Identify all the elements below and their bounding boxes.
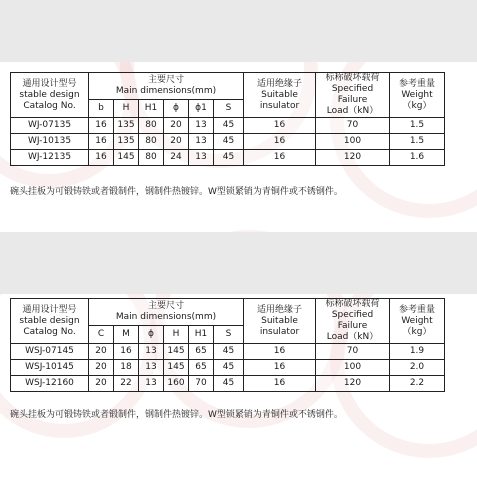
col-header-weight xyxy=(390,73,445,118)
dim-cell: 16 xyxy=(114,344,139,360)
load-header-zh: 标称破坏载荷 xyxy=(325,299,380,309)
dim-cell: 20 xyxy=(164,134,189,150)
insulator-cell: 16 xyxy=(244,344,316,360)
spec-table-wj xyxy=(10,72,445,166)
model-header-en2: Catalog No. xyxy=(23,326,76,337)
dim-col-label: H1 xyxy=(139,99,164,117)
dim-cell: 65 xyxy=(189,360,214,376)
weight-header-en1: Weight xyxy=(401,315,433,326)
header-band-top xyxy=(0,0,477,62)
model-header-zh: 通用设计型号 xyxy=(22,78,77,89)
dim-cell: 20 xyxy=(89,360,114,376)
insulator-header-zh: 适用绝缘子 xyxy=(256,304,302,315)
dim-cell: 16 xyxy=(89,150,114,166)
load-header-en1: Specified Failure xyxy=(331,84,374,105)
insulator-cell: 16 xyxy=(244,134,316,150)
dim-cell: 45 xyxy=(214,360,244,376)
model-header-zh: 通用设计型号 xyxy=(22,304,77,315)
insulator-cell: 16 xyxy=(244,360,316,376)
dim-cell: 13 xyxy=(139,360,164,376)
insulator-cell: 16 xyxy=(244,376,316,392)
model-cell: WJ-07135 xyxy=(11,118,89,134)
col-header-model xyxy=(11,73,89,118)
dim-col-label: ϕ xyxy=(139,325,164,343)
dim-cell: 13 xyxy=(189,150,214,166)
weight-header-en2: （kg） xyxy=(402,326,432,337)
model-cell: WJ-10135 xyxy=(11,134,89,150)
dim-col-label: H1 xyxy=(189,325,214,343)
dim-cell: 20 xyxy=(164,118,189,134)
dim-col-label: ϕ xyxy=(164,99,189,117)
dim-col-label: b xyxy=(89,99,114,117)
dims-header-en: Main dimensions(mm) xyxy=(115,85,217,96)
dim-cell: 70 xyxy=(189,376,214,392)
model-cell: WSJ-07145 xyxy=(11,344,89,360)
dims-header-zh: 主要尺寸 xyxy=(147,74,184,85)
weight-cell: 2.2 xyxy=(390,376,445,392)
table-row xyxy=(11,118,445,134)
dim-cell: 80 xyxy=(139,150,164,166)
weight-cell: 1.9 xyxy=(390,344,445,360)
weight-cell: 1.5 xyxy=(390,134,445,150)
dim-cell: 22 xyxy=(114,376,139,392)
insulator-header-en2: insulator xyxy=(259,100,300,111)
model-header-en1: stable design xyxy=(19,315,80,326)
table-row xyxy=(11,376,445,392)
dim-cell: 145 xyxy=(114,150,139,166)
model-header-en1: stable design xyxy=(19,89,80,100)
col-header-weight xyxy=(390,299,445,344)
dim-col-label: M xyxy=(114,325,139,343)
dim-col-label: C xyxy=(89,325,114,343)
model-header-en2: Catalog No. xyxy=(23,100,76,111)
load-cell: 120 xyxy=(316,150,390,166)
dim-cell: 24 xyxy=(164,150,189,166)
col-header-load xyxy=(316,73,390,118)
spec-section-wsj xyxy=(10,298,445,392)
table-row xyxy=(11,134,445,150)
weight-cell: 1.6 xyxy=(390,150,445,166)
dim-col-label: H xyxy=(114,99,139,117)
insulator-cell: 16 xyxy=(244,118,316,134)
weight-cell: 1.5 xyxy=(390,118,445,134)
dims-header-en: Main dimensions(mm) xyxy=(115,311,217,322)
weight-header-zh: 参考重量 xyxy=(398,304,435,315)
dim-cell: 13 xyxy=(189,134,214,150)
load-cell: 100 xyxy=(316,134,390,150)
dim-cell: 13 xyxy=(189,118,214,134)
insulator-header-zh: 适用绝缘子 xyxy=(256,78,302,89)
load-cell: 70 xyxy=(316,118,390,134)
dim-cell: 45 xyxy=(214,376,244,392)
dim-cell: 45 xyxy=(214,344,244,360)
col-header-dimensions xyxy=(89,73,244,100)
col-header-load xyxy=(316,299,390,344)
insulator-header-en2: insulator xyxy=(259,326,300,337)
col-header-model xyxy=(11,299,89,344)
weight-header-zh: 参考重量 xyxy=(398,78,435,89)
dim-cell: 145 xyxy=(164,344,189,360)
dim-cell: 135 xyxy=(114,134,139,150)
model-cell: WSJ-10145 xyxy=(11,360,89,376)
table-row xyxy=(11,150,445,166)
material-note-wsj: 碗头挂板为可锻铸铁或者锻制件，钢制件热镀锌。W型锁紧销为青铜件或不锈钢件。 xyxy=(10,410,343,420)
header-band-bottom xyxy=(0,232,477,294)
dim-cell: 45 xyxy=(214,150,244,166)
dim-col-label: ϕ1 xyxy=(189,99,214,117)
load-cell: 70 xyxy=(316,344,390,360)
weight-cell: 2.0 xyxy=(390,360,445,376)
dim-cell: 145 xyxy=(164,360,189,376)
insulator-header-en1: Suitable xyxy=(261,89,298,100)
load-header-en2: Load（kN） xyxy=(326,106,379,116)
dim-cell: 45 xyxy=(214,118,244,134)
col-header-dimensions xyxy=(89,299,244,326)
weight-header-en1: Weight xyxy=(401,89,433,100)
insulator-cell: 16 xyxy=(244,150,316,166)
load-header-zh: 标称破坏载荷 xyxy=(325,73,380,83)
col-header-insulator xyxy=(244,299,316,344)
weight-header-en2: （kg） xyxy=(402,100,432,111)
dim-cell: 13 xyxy=(139,344,164,360)
model-cell: WSJ-12160 xyxy=(11,376,89,392)
load-cell: 100 xyxy=(316,360,390,376)
load-header-en2: Load（kN） xyxy=(326,332,379,342)
insulator-header-en1: Suitable xyxy=(261,315,298,326)
spec-section-wj xyxy=(10,72,445,166)
model-cell: WJ-12135 xyxy=(11,150,89,166)
dim-cell: 18 xyxy=(114,360,139,376)
spec-table-wsj xyxy=(10,298,445,392)
load-header-en1: Specified Failure xyxy=(331,310,374,331)
material-note-wj: 碗头挂板为可锻铸铁或者锻制件，钢制件热镀锌。W型锁紧销为青铜件或不锈钢件。 xyxy=(10,187,343,197)
dim-cell: 20 xyxy=(89,376,114,392)
dim-cell: 16 xyxy=(89,134,114,150)
dim-cell: 20 xyxy=(89,344,114,360)
table-row xyxy=(11,360,445,376)
dim-col-label: S xyxy=(214,325,244,343)
dim-cell: 13 xyxy=(139,376,164,392)
dim-cell: 160 xyxy=(164,376,189,392)
col-header-insulator xyxy=(244,73,316,118)
dim-col-label: H xyxy=(164,325,189,343)
dim-cell: 65 xyxy=(189,344,214,360)
dim-cell: 80 xyxy=(139,118,164,134)
dim-cell: 45 xyxy=(214,134,244,150)
dim-cell: 80 xyxy=(139,134,164,150)
dim-cell: 135 xyxy=(114,118,139,134)
dims-header-zh: 主要尺寸 xyxy=(147,300,184,311)
dim-col-label: S xyxy=(214,99,244,117)
table-row xyxy=(11,344,445,360)
dim-cell: 16 xyxy=(89,118,114,134)
load-cell: 120 xyxy=(316,376,390,392)
